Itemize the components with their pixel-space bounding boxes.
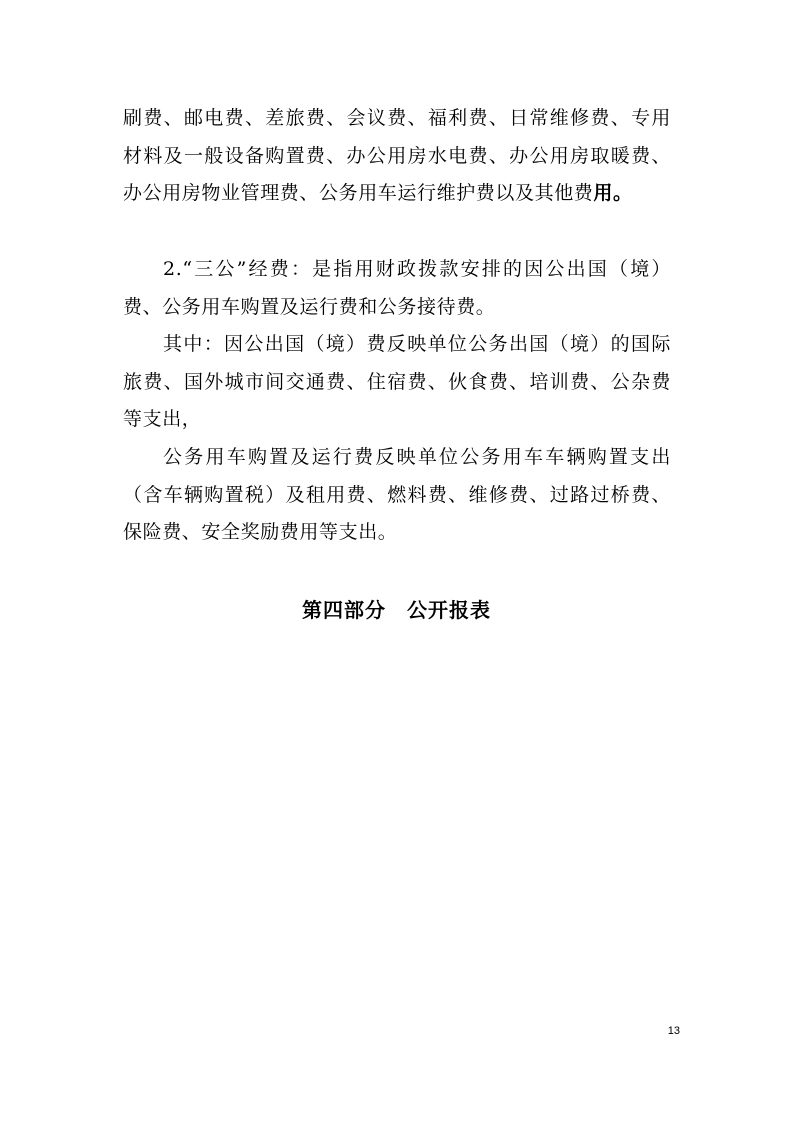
section-heading: 第四部分 公开报表 (302, 598, 491, 622)
paragraph-expense-list-text: 刷费、邮电费、差旅费、会议费、福利费、日常维修费、专用材料及一般设备购置费、办公用房水电费、办公用房取暖费、办公用房物业管理费、公务用车运行维护费以及其他费 (123, 107, 671, 204)
paragraph-expense-list (123, 100, 671, 213)
paragraph-three-public-expenses: 2.“三公”经费：是指用财政拨款安排的因公出国（境）费、公务用车购置及运行费和公务接待费。 (123, 258, 671, 318)
paragraph-overseas-travel: 其中：因公出国（境）费反映单位公务出国（境）的国际旅费、国外城市间交通费、住宿费、伙食费、培训费、公杂费等支出， (123, 333, 671, 430)
paragraph-vehicle-expenses: 公务用车购置及运行费反映单位公务用车车辆购置支出（含车辆购置税）及租用费、燃料费、维修费、过路过桥费、保险费、安全奖励费用等支出。 (123, 446, 671, 543)
page-number: 13 (667, 1025, 680, 1037)
paragraph-expense-list-tail: 用。 (593, 182, 633, 204)
